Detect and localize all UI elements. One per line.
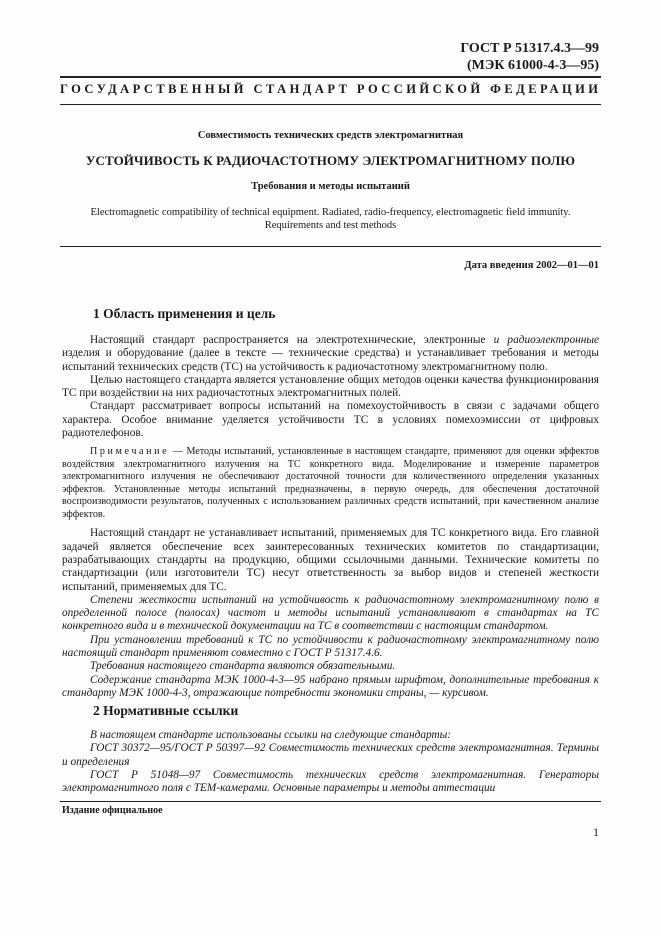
paragraph xyxy=(62,660,599,673)
english-title-line: Electromagnetic compatibility of technical equipment. Radiated, radio-frequency, electromagnetic field immunity. xyxy=(90,207,571,218)
english-title-line: Requirements and test methods xyxy=(264,220,397,231)
note xyxy=(62,446,599,521)
paragraph-italic: Содержание стандарта МЭК 1000-4-3—95 набрано прямым шрифтом, дополнительные требования к стандарту МЭК 1000-4-3, отражающие потребности экономики страны, — курсивом. xyxy=(62,673,599,699)
top-rule xyxy=(60,76,601,78)
edition-label: Издание официальное xyxy=(62,805,163,816)
paragraph-italic: ГОСТ 30372—95/ГОСТ Р 50397—92 Совместимость технических средств электромагнитная. Термины и определения xyxy=(62,742,599,768)
paragraph xyxy=(62,634,599,661)
paragraph-italic: и радиоэлектронные xyxy=(493,334,599,346)
paragraph: Стандарт рассматривает вопросы испытаний на помехоустойчивость в связи с задачами общего характера. Особое внимание уделяется устойчивости ТС в условиях помехоэмиссии от цифровых радиотелефонов. xyxy=(62,400,599,440)
standard-code: ГОСТ Р 51317.4.3—99 xyxy=(460,41,599,56)
paragraph xyxy=(62,594,599,634)
paragraph-italic: При установлении требований к ТС по устойчивости к радиочастотному электромагнитному полю настоящий стандарт применяют совместно с ГОСТ Р 51317.4.6. xyxy=(62,633,599,660)
standard-subtitle: Требования и методы испытаний xyxy=(251,181,410,192)
state-standard-title: ГОСУДАРСТВЕННЫЙ СТАНДАРТ РОССИЙСКОЙ ФЕДЕРАЦИИ xyxy=(60,82,602,96)
note-text: — Методы испытаний, установленные в настоящем стандарте, применяют для оценки эффектов воздействия электромагнитного излучения на ТС конкретного вида. Моделирование и измерение параметров электромагнитного излучения не обеспечивают достаточной точности для количественного определения указанных эффектов. Установленные методы испытаний предназначены, в первую очередь, для обеспечения достаточной воспроизводимости результатов, полученных с использованием различных средств испытаний, при качественном анализе эффектов. xyxy=(62,446,599,520)
introduction-date: Дата введения 2002—01—01 xyxy=(464,260,599,271)
paragraph: Целью настоящего стандарта является установление общих методов оценки качества функционирования ТС при воздействии на них радиочастотных электромагнитных полей. xyxy=(62,373,599,400)
paragraph-text: Настоящий стандарт распространяется на электротехнические, электронные xyxy=(90,334,494,346)
page-title: УСТОЙЧИВОСТЬ К РАДИОЧАСТОТНОМУ ЭЛЕКТРОМАГНИТНОМУ ПОЛЮ xyxy=(85,153,576,168)
section-2-body xyxy=(62,729,599,795)
section-2-heading: 2 Нормативные ссылки xyxy=(93,703,239,718)
section-1-heading: 1 Область применения и цель xyxy=(93,306,276,321)
paragraph: Настоящий стандарт не устанавливает испытаний, применяемых для ТС конкретного вида. Его главной задачей является обеспечение всех заинтересованных технических комитетов по стандартизации, разрабатывающих стандарты на продукцию, общими ссылочными данными. Технические комитеты по стандартизации (или изготовители ТС) несут ответственность за выбор видов и степеней жесткости испытаний, применяемых для ТС. xyxy=(62,527,599,593)
standard-designation xyxy=(460,40,599,74)
paragraph-italic: ГОСТ Р 51048—97 Совместимость технических средств электромагнитная. Генераторы электромагнитного поля с ТЕМ-камерами. Основные параметры и методы аттестации xyxy=(62,768,599,795)
date-rule xyxy=(60,246,601,247)
reference-item xyxy=(62,769,599,796)
paragraph xyxy=(62,674,599,701)
paragraph-text: изделия и оборудование (далее в тексте — технические средства) и устанавливает требования и методы испытаний технических средств (ТС) на устойчивость к радиочастотному электромагнитному полю. xyxy=(62,347,599,373)
reference-item xyxy=(62,742,599,769)
english-title xyxy=(60,206,601,232)
standard-subject: Совместимость технических средств электромагнитная xyxy=(197,130,464,141)
footer-rule xyxy=(60,801,601,802)
paragraph xyxy=(62,729,599,742)
page-number: 1 xyxy=(593,825,599,839)
section-1-body xyxy=(62,334,599,700)
iec-code: (МЭК 61000-4-3—95) xyxy=(466,58,599,73)
paragraph-italic: Требования настоящего стандарта являются обязательными. xyxy=(90,660,396,673)
title-rule xyxy=(60,104,601,105)
paragraph xyxy=(62,334,599,374)
paragraph-italic: В настоящем стандарте использованы ссылки на следующие стандарты: xyxy=(90,729,452,741)
note-label: Примечание xyxy=(90,446,170,458)
paragraph-italic: Степени жесткости испытаний на устойчивость к радиочастотному электромагнитному полю в определенной полосе (полосах) частот и методы испытаний устанавливают в стандартах на ТС конкретного вида и в технической документации на ТС в соответствии с настоящим стандартом. xyxy=(62,593,599,633)
